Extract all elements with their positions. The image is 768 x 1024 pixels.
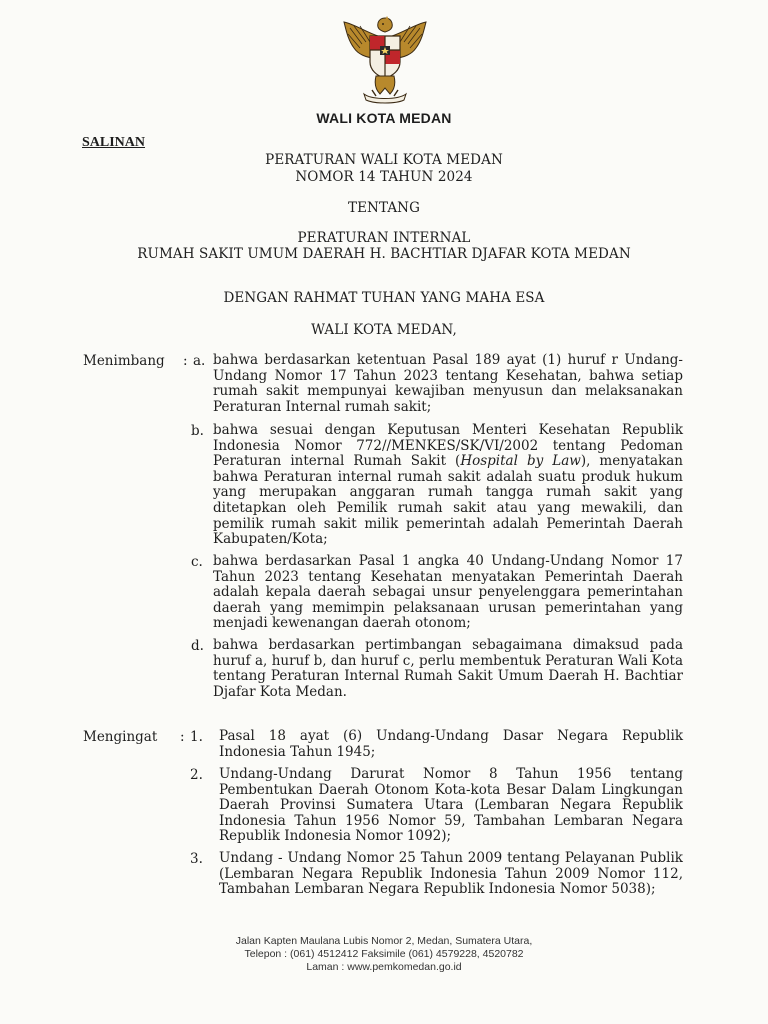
regulation-title: PERATURAN WALI KOTA MEDAN [265,152,503,168]
menimbang-marker-a: a. [193,353,206,369]
copy-mark: SALINAN [82,135,146,150]
menimbang-item-b-after: ), menyatakan bahwa Peraturan internal rumah sakit adalah suatu produk hukum yang merupakan anggaran rumah tangga rumah sakit yang ditetapkan oleh Pemilik rumah sakit atau yang mewakili, dan pemilik rumah sakit milik pemerintah adalah Pemerintah Daerah Kabupaten/Kota; [213,453,683,548]
letterhead-footer [0,935,768,974]
preamble-official: WALI KOTA MEDAN, [311,322,457,338]
menimbang-item-b-before: bahwa sesuai dengan Keputusan Menteri Kesehatan Republik Indonesia Nomor 772//MENKES/SK/VI/2002 tentang Pedoman Peraturan internal Rumah Sakit ( [213,422,683,470]
regulation-subject-line2: RUMAH SAKIT UMUM DAERAH H. BACHTIAR DJAFAR KOTA MEDAN [137,246,631,262]
issuing-authority: WALI KOTA MEDAN [316,110,452,126]
footer-phone: Telepon : (061) 4512412 Faksimile (061) 4579228, 4520782 [244,948,524,960]
regulation-number: NOMOR 14 TAHUN 2024 [295,169,473,185]
menimbang-marker-b: b. [191,423,204,439]
menimbang-marker-d: d. [191,638,204,654]
menimbang-colon: : [183,353,188,369]
preamble-blessing: DENGAN RAHMAT TUHAN YANG MAHA ESA [223,290,545,306]
footer-address: Jalan Kapten Maulana Lubis Nomor 2, Medan, Sumatera Utara, [235,935,533,947]
mengingat-item-3: Undang - Undang Nomor 25 Tahun 2009 tentang Pelayanan Publik (Lembaran Negara Republik Indonesia Tahun 2009 Nomor 112, Tambahan Lembaran Negara Republik Indonesia Nomor 5038); [219,850,683,898]
mengingat-marker-3: 3. [190,851,203,867]
mengingat-item-2: Undang-Undang Darurat Nomor 8 Tahun 1956 tentang Pembentukan Daerah Otonom Kota-kota Besar Dalam Lingkungan Daerah Provinsi Sumatera Utara (Lembaran Negara Republik Indonesia Tahun 1956 Nomor 59, Tambahan Lembaran Negara Republik Indonesia Nomor 1092); [219,766,683,845]
menimbang-item-d: bahwa berdasarkan pertimbangan sebagaimana dimaksud pada huruf a, huruf b, dan huruf c, perlu membentuk Peraturan Wali Kota tentang Peraturan Internal Rumah Sakit Umum Daerah H. Bachtiar Djafar Kota Medan. [213,637,683,700]
about-label: TENTANG [348,200,420,216]
mengingat-colon: : [180,729,185,745]
mengingat-marker-1: 1. [190,729,203,745]
mengingat-marker-2: 2. [190,767,203,783]
regulation-subject-line1: PERATURAN INTERNAL [297,230,471,246]
menimbang-item-c: bahwa berdasarkan Pasal 1 angka 40 Undang-Undang Nomor 17 Tahun 2023 tentang Kesehatan menyatakan Pemerintah Daerah adalah kepala daerah sebagai unsur penyelenggara pemerintahan daerah yang memimpin pelaksanaan urusan pemerintahan yang menjadi kewenangan daerah otonom; [213,553,683,632]
menimbang-item-b [213,423,683,548]
mengingat-item-1: Pasal 18 ayat (6) Undang-Undang Dasar Negara Republik Indonesia Tahun 1945; [219,728,683,760]
menimbang-marker-c: c. [191,554,203,570]
footer-website: Laman : www.pemkomedan.go.id [306,961,462,973]
mengingat-label: Mengingat [83,729,158,745]
menimbang-label: Menimbang [83,353,165,369]
menimbang-item-a: bahwa berdasarkan ketentuan Pasal 189 ayat (1) huruf r Undang-Undang Nomor 17 Tahun 2023 tentang Kesehatan, bahwa setiap rumah sakit mempunyai kewajiban menyusun dan melaksanakan Peraturan Internal rumah sakit; [213,352,683,415]
menimbang-item-b-italic: Hospital by Law [460,453,581,470]
garuda-pancasila-emblem-icon [336,14,434,106]
